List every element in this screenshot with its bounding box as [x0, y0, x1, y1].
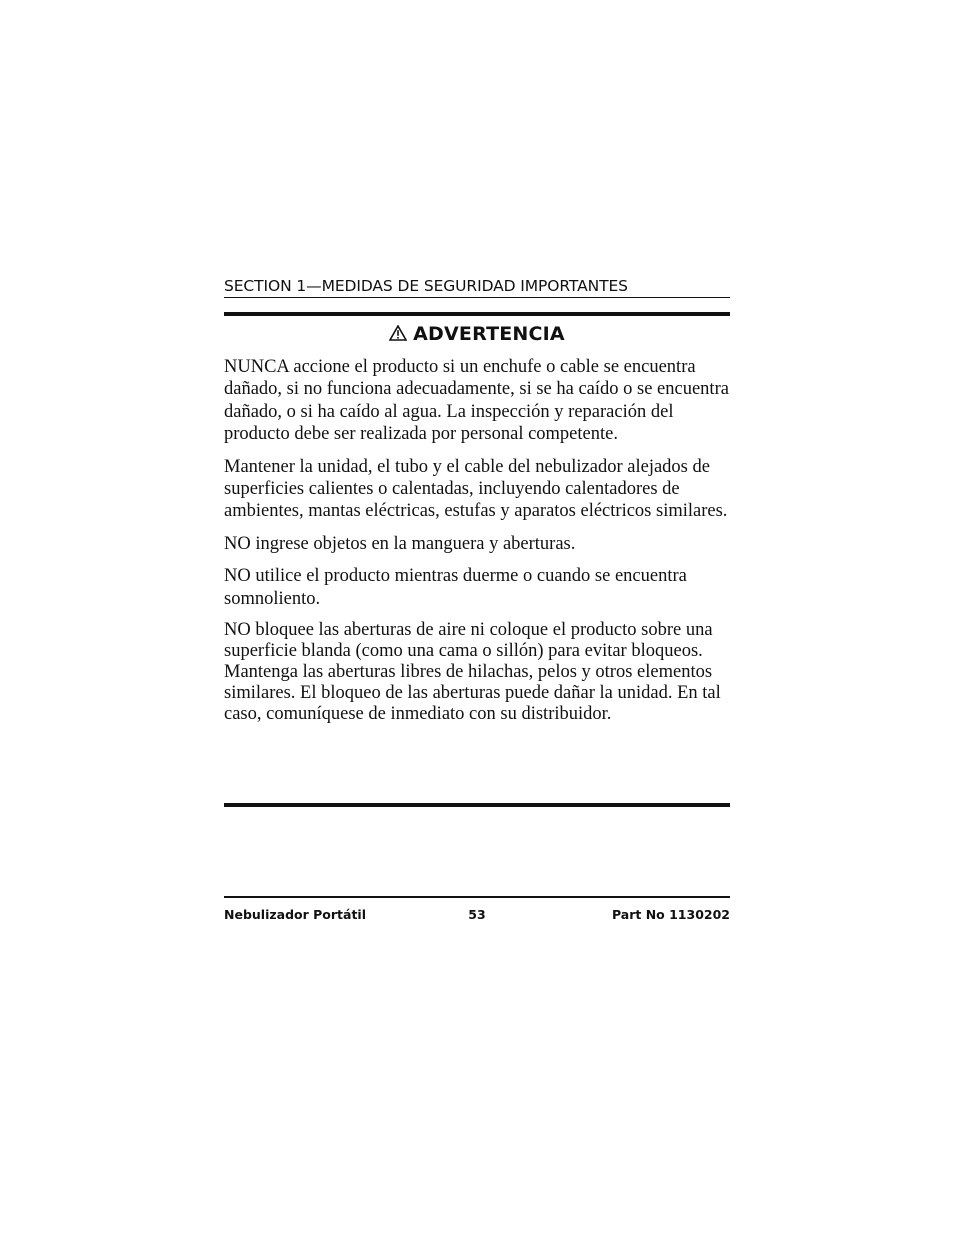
warning-paragraph-3: NO ingrese objetos en la manguera y aberturas.: [224, 533, 576, 554]
warning-body: [224, 356, 730, 735]
section-header: SECTION 1—MEDIDAS DE SEGURIDAD IMPORTANTES: [224, 277, 628, 295]
footer-product-name: Nebulizador Portátil: [224, 907, 366, 922]
section-header-rule: [224, 297, 730, 298]
manual-page: [224, 0, 730, 1235]
page-footer: [224, 906, 730, 924]
warning-paragraph-5: NO bloquee las aberturas de aire ni coloque el producto sobre una superficie blanda (como una cama o sillón) para evitar bloqueos. Mantenga las aberturas libres de hilachas, pelos y otros elementos similares. El bloqueo de las aberturas puede dañar la unidad. En tal caso, comuníquese de inmediato con su distribuidor.: [224, 620, 721, 725]
warning-paragraph-1: NUNCA accione el producto si un enchufe o cable se encuentra dañado, si no funciona adecuadamente, si se ha caído o se encuentra dañado, o si ha caído al agua. La inspección y reparación del producto debe ser realizada por personal competente.: [224, 357, 729, 445]
warning-title: [224, 321, 730, 348]
footer-rule: [224, 896, 730, 898]
warning-paragraph-2: Mantener la unidad, el tubo y el cable del nebulizador alejados de superficies calientes o calentadas, incluyendo calentadores de ambientes, mantas eléctricas, estufas y aparatos eléctricos similares.: [224, 456, 728, 522]
warning-triangle-icon: [389, 322, 407, 348]
warning-box-top-rule: [224, 312, 730, 316]
warning-title-text: ADVERTENCIA: [413, 323, 565, 345]
footer-part-number: Part No 1130202: [611, 907, 730, 922]
warning-paragraph-4: NO utilice el producto mientras duerme o cuando se encuentra somnoliento.: [224, 566, 687, 609]
footer-page-number: 53: [468, 907, 486, 922]
warning-box-bottom-rule: [224, 803, 730, 807]
